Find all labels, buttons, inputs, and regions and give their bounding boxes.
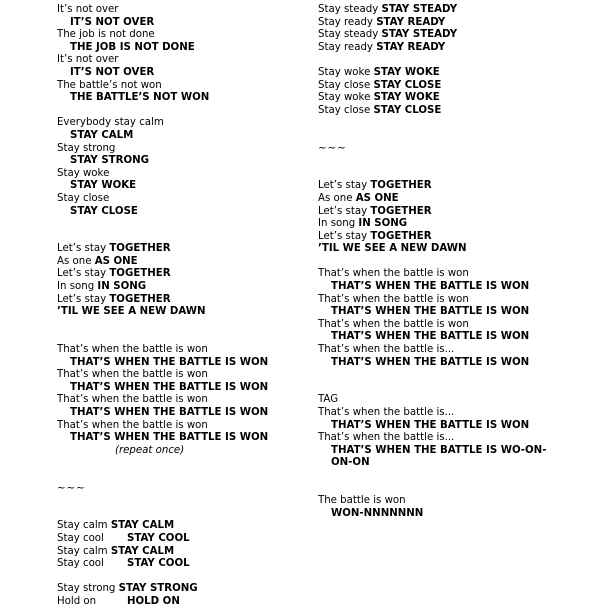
chorus-line: Let’s stay TOGETHER <box>318 230 432 242</box>
lyric-line: Stay calm STAY CALM <box>57 520 175 532</box>
lyric-response: THE JOB IS NOT DONE <box>70 41 195 53</box>
chorus-line: ’TIL WE SEE A NEW DAWN <box>57 306 206 318</box>
lyric-line: That’s when the battle is... <box>318 432 455 444</box>
chorus-line: Let’s stay TOGETHER <box>57 268 171 280</box>
lyric-line: The job is not done <box>57 29 155 41</box>
lyrics-left-column <box>57 4 307 609</box>
chorus-line: As one AS ONE <box>318 192 399 204</box>
lyric-response: THAT’S WHEN THE BATTLE IS WON <box>70 432 269 444</box>
lyric-line: Stay steady STAY STEADY <box>318 29 458 41</box>
lyric-line: Stay woke STAY WOKE <box>318 92 440 104</box>
lyric-response: THAT’S WHEN THE BATTLE IS WON <box>331 331 530 343</box>
lyric-line: It’s not over <box>57 4 119 15</box>
lyric-response: THAT’S WHEN THE BATTLE IS WON <box>70 381 269 393</box>
lyric-line: Stay cool STAY COOL <box>57 558 190 570</box>
lyric-response: WON-NNNNNNN <box>331 507 424 519</box>
lyric-response: STAY STRONG <box>70 155 150 167</box>
chorus-line: In song IN SONG <box>318 218 408 230</box>
lyric-line: Stay woke <box>57 167 110 179</box>
lyric-line: That’s when the battle is won <box>318 318 469 330</box>
lyric-response: THAT’S WHEN THE BATTLE IS WON <box>331 281 530 293</box>
chorus-line: Let’s stay TOGETHER <box>57 243 171 255</box>
lyric-line: That’s when the battle is won <box>318 268 469 280</box>
lyric-response: THAT’S WHEN THE BATTLE IS WON <box>331 356 530 368</box>
lyric-line: Stay cool STAY COOL <box>57 532 190 544</box>
lyric-response: STAY CLOSE <box>70 205 138 217</box>
lyric-line: Stay close <box>57 192 110 204</box>
lyric-line: That’s when the battle is won <box>57 394 208 406</box>
lyric-line: That’s when the battle is won <box>57 419 208 431</box>
repeat-note: (repeat once) <box>115 444 185 456</box>
chorus-line: ’TIL WE SEE A NEW DAWN <box>318 243 467 255</box>
lyric-response: STAY CALM <box>70 129 134 141</box>
lyric-line: That’s when the battle is... <box>318 344 455 356</box>
lyric-response: IT’S NOT OVER <box>70 16 155 28</box>
lyric-line: The battle’s not won <box>57 79 162 91</box>
lyric-line: Stay ready STAY READY <box>318 41 446 53</box>
lyric-line: That’s when the battle is won <box>57 369 208 381</box>
lyric-line: Stay steady STAY STEADY <box>318 4 458 15</box>
section-separator: ~~~ <box>318 142 347 154</box>
chorus-line: Let’s stay TOGETHER <box>318 205 432 217</box>
lyric-line: It’s not over <box>57 54 119 66</box>
lyric-response: THAT’S WHEN THE BATTLE IS WON <box>70 356 269 368</box>
lyric-response: THAT’S WHEN THE BATTLE IS WON <box>70 407 269 418</box>
lyric-response: THE BATTLE’S NOT WON <box>70 92 210 104</box>
chorus-line: Let’s stay TOGETHER <box>318 180 432 192</box>
chorus-line: As one AS ONE <box>57 255 138 267</box>
lyric-response: IT’S NOT OVER <box>70 66 155 78</box>
lyric-line: That’s when the battle is... <box>318 407 455 418</box>
lyric-line: Everybody stay calm <box>57 117 164 129</box>
section-separator: ~~~ <box>57 482 86 494</box>
lyric-line: The battle is won <box>318 495 406 507</box>
lyric-response: THAT’S WHEN THE BATTLE IS WO-ON-ON-ON <box>331 444 547 469</box>
chorus-line: Let’s stay TOGETHER <box>57 293 171 305</box>
lyric-line: Stay calm STAY CALM <box>57 545 175 557</box>
lyric-line: Stay woke STAY WOKE <box>318 66 440 78</box>
chorus-line: In song IN SONG <box>57 281 147 293</box>
lyric-line: That’s when the battle is won <box>318 293 469 305</box>
lyric-line: Stay strong <box>57 142 116 154</box>
lyric-response: THAT’S WHEN THE BATTLE IS WON <box>331 419 530 431</box>
lyric-line: Stay ready STAY READY <box>318 16 446 28</box>
tag-label: TAG <box>318 394 339 406</box>
lyrics-right-column <box>318 4 588 520</box>
lyric-line: Stay close STAY CLOSE <box>318 104 442 116</box>
lyric-line: Hold on HOLD ON <box>57 595 180 607</box>
lyric-response: STAY WOKE <box>70 180 137 192</box>
lyric-line: Stay close STAY CLOSE <box>318 79 442 91</box>
lyric-line: Stay strong STAY STRONG <box>57 583 198 595</box>
lyric-response: THAT’S WHEN THE BATTLE IS WON <box>331 306 530 318</box>
lyric-line: That’s when the battle is won <box>57 344 208 356</box>
